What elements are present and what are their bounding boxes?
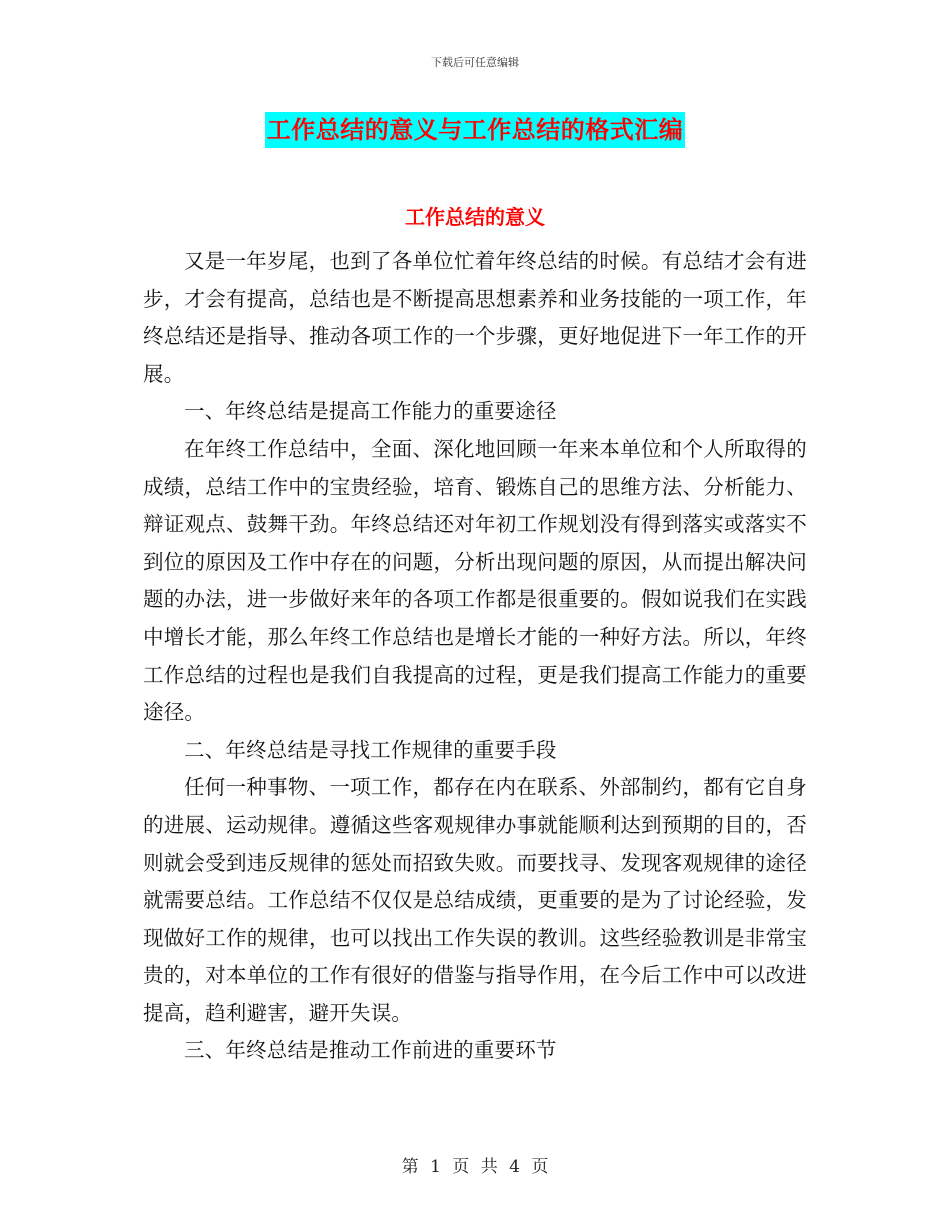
paragraph-point-2: 任何一种事物、一项工作，都存在内在联系、外部制约，都有它自身的进展、运动规律。遵循这些客观规律办事就能顺利达到预期的目的，否则就会受到违反规律的惩处而招致失败。而要找寻、发现客观规律的途径就需要总结。工作总结不仅仅是总结成绩，更重要的是为了讨论经验，发现做好工作的规律，也可以找出工作失误的教训。这些经验教训是非常宝贵的，对本单位的工作有很好的借鉴与指导作用，在今后工作中可以改进提高，趋利避害，避开失误。 (143, 775, 807, 1025)
section-title: 工作总结的意义 (405, 205, 545, 229)
paragraph-intro: 又是一年岁尾，也到了各单位忙着年终总结的时候。有总结才会有进步，才会有提高，总结也是不断提高思想素养和业务技能的一项工作，年终总结还是指导、推动各项工作的一个步骤，更好地促进下一年工作的开展。 (143, 249, 807, 386)
heading-point-1: 一、年终总结是提高工作能力的重要途径 (184, 399, 557, 424)
body-text (143, 243, 807, 1070)
main-title: 工作总结的意义与工作总结的格式汇编 (265, 112, 686, 148)
paragraph-point-1: 在年终工作总结中，全面、深化地回顾一年来本单位和个人所取得的成绩，总结工作中的宝贵经验，培育、锻炼自己的思维方法、分析能力、辩证观点、鼓舞干劲。年终总结还对年初工作规划没有得到落实或落实不到位的原因及工作中存在的问题，分析出现问题的原因，从而提出解决问题的办法，进一步做好来年的各项工作都是很重要的。假如说我们在实践中增长才能，那么年终工作总结也是增长才能的一种好方法。所以，年终工作总结的过程也是我们自我提高的过程，更是我们提高工作能力的重要途径。 (143, 436, 807, 725)
heading-point-3: 三、年终总结是推动工作前进的重要环节 (184, 1038, 557, 1063)
heading-point-2: 二、年终总结是寻找工作规律的重要手段 (184, 737, 557, 762)
header-note: 下载后可任意编辑 (431, 56, 519, 69)
page-number-footer: 第 1 页 共 4 页 (401, 1157, 549, 1177)
main-title-container (0, 112, 950, 148)
